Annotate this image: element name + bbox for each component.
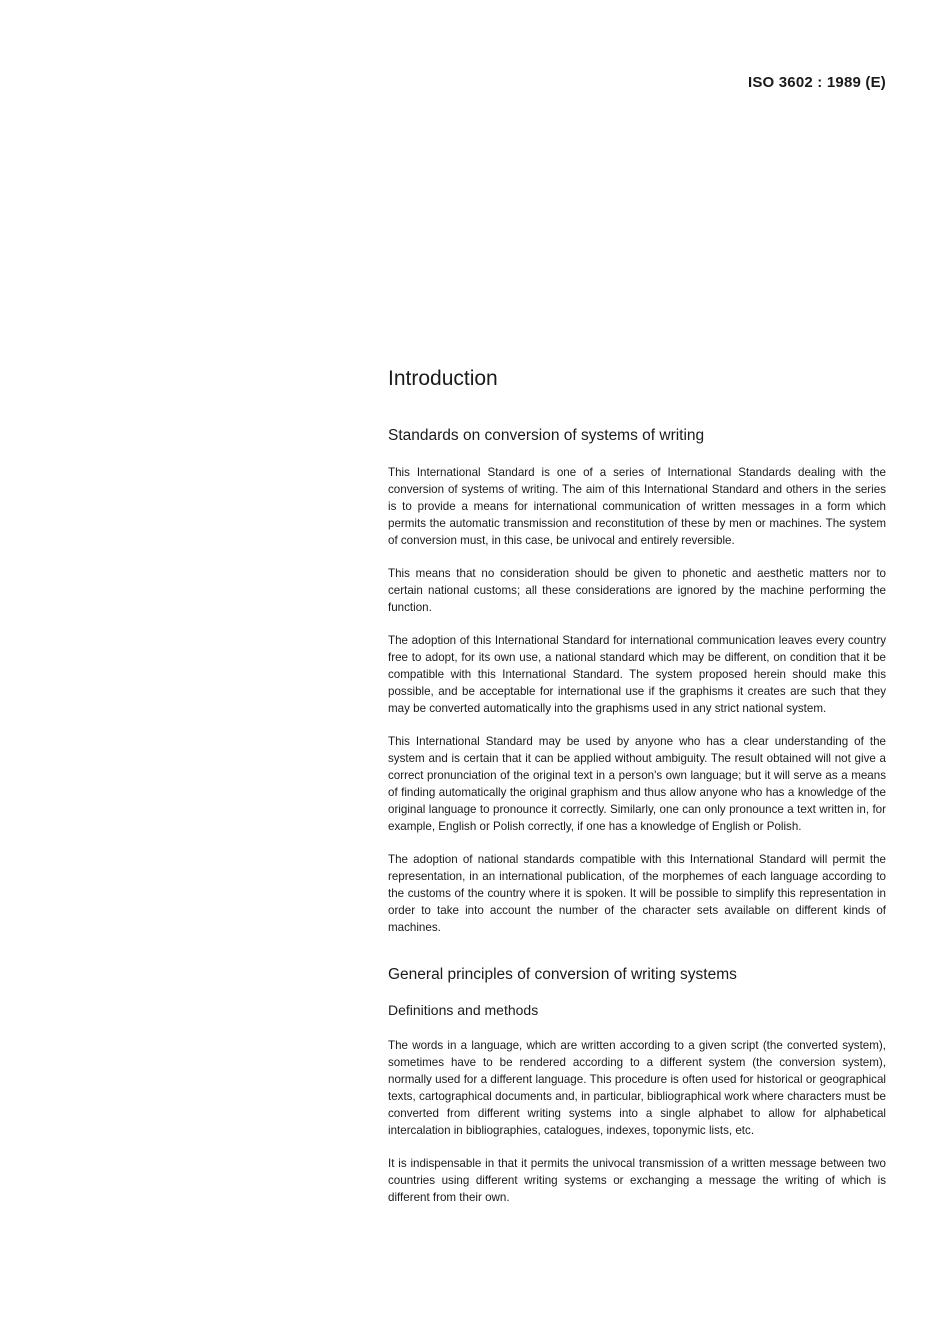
paragraph: The adoption of national standards compatible with this International Standard will permit the representation, in an international publication, of the morphemes of each language according to the customs of the country where it is spoken. It will be possible to simplify this representation in order to take into account the number of the character sets available on different kinds of machines. [388,852,886,934]
section-heading-general-principles: General principles of conversion of writing systems [388,965,737,983]
subsection-heading-definitions: Definitions and methods [388,1002,539,1019]
document-identifier: ISO 3602 : 1989 (E) [747,74,886,91]
section-heading-standards: Standards on conversion of systems of writing [388,427,705,445]
paragraph: This International Standard is one of a series of International Standards dealing with the conversion of systems of writing. The aim of this International Standard and others in the series is to provide a means for international communication of written messages in a form which permits the automatic transmission and reconstitution of these by men or machines. The system of conversion must, in this case, be univocal and entirely reversible. [388,465,886,547]
main-content [388,366,886,1222]
paragraph: The words in a language, which are written according to a given script (the converted system), sometimes have to be rendered according to a different system (the conversion system), normally used for a different language. This procedure is often used for historical or geographical texts, cartographical documents and, in particular, bibliographical work where characters must be converted from different writing systems into a single alphabet to allow for alphabetical intercalation in bibliographies, catalogues, indexes, toponymic lists, etc. [388,1039,886,1138]
page-title: Introduction [388,367,498,390]
paragraph: This International Standard may be used by anyone who has a clear understanding of the system and is certain that it can be applied without ambiguity. The result obtained will not give a correct pronunciation of the original text in a person's own language; but it will serve as a means of finding automatically the original graphism and thus allow anyone who has a knowledge of the original language to pronounce it correctly. Similarly, one can only pronounce a text written in, for example, English or Polish correctly, if one has a knowledge of English or Polish. [388,734,886,833]
paragraph: This means that no consideration should be given to phonetic and aesthetic matters nor to certain national customs; all these considerations are ignored by the machine performing the function. [388,566,886,614]
paragraph: The adoption of this International Standard for international communication leaves every country free to adopt, for its own use, a national standard which may be different, on condition that it be compatible with this International Standard. The system proposed herein should make this possible, and be acceptable for international use if the graphisms it creates are such that they may be converted automatically into the graphisms used in any strict national system. [388,633,886,715]
paragraph: It is indispensable in that it permits the univocal transmission of a written message between two countries using different writing systems or exchanging a message the writing of which is different from their own. [388,1157,886,1205]
